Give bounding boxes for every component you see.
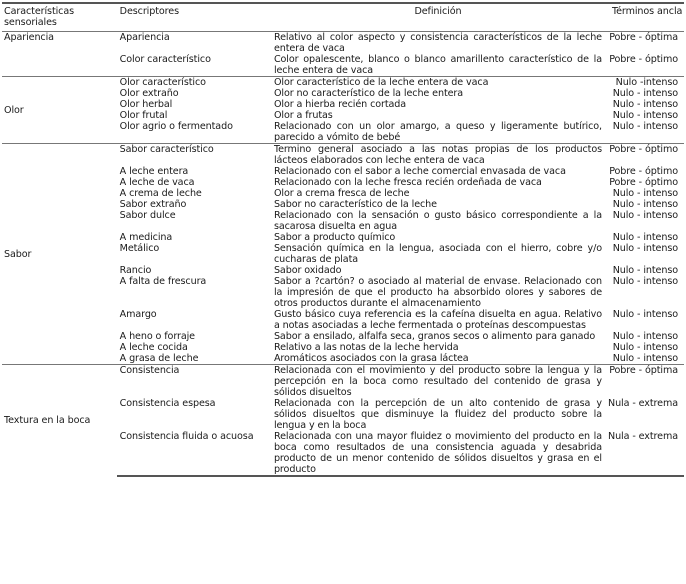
descriptor-cell: Olor característico (117, 77, 274, 89)
header-terminos-ancla: Términos ancla (608, 3, 684, 32)
definition-cell: Relacionada con una mayor fluidez o movimiento del producto en la boca como resultados de una consistencia aguada y desabrida producto de un menor contenido de sólidos disueltos y grasa en el producto (274, 431, 608, 476)
definition-cell: Sabor a ?cartón? o asociado al material de envase. Relacionado con la impresión de que el producto ha absorbido olores y sabores de otros productos durante el almacenamiento (273, 276, 602, 309)
descriptor-cell: Sabor dulce (119, 210, 176, 221)
sensory-characteristic-cell: Apariencia (4, 32, 54, 43)
definition-cell: Relacionada con la percepción de un alto contenido de grasa y sólidos disueltos que disminuye la fluidez del producto sobre la lengua y en la boca (273, 398, 602, 431)
descriptor-cell: Consistencia fluida o acuosa (117, 431, 274, 476)
sensory-characteristic-cell: Olor (2, 77, 117, 144)
descriptor-cell: A heno o forraje (119, 331, 195, 342)
descriptor-cell: A leche entera (119, 166, 189, 177)
definition-cell: Relacionado con un olor amargo, a queso y ligeramente butírico, parecido a vómito de bebé (273, 121, 602, 143)
definition-cell: Relacionado con la leche fresca recién ordeñada de vaca (273, 177, 542, 188)
descriptor-cell: Consistencia espesa (119, 398, 216, 409)
anchor-terms-cell: Nula - extrema (608, 398, 678, 409)
header-definicion: Definición (274, 3, 608, 32)
definition-cell: Olor característico de la leche entera de vaca (274, 77, 608, 89)
header-descriptores: Descriptores (117, 3, 274, 32)
anchor-terms-cell: Nulo - intenso (612, 342, 678, 353)
anchor-terms-cell: Pobre - óptima (609, 32, 678, 43)
definition-cell: Aromáticos asociados con la grasa láctea (273, 353, 469, 364)
definition-cell: Relacionado con el sabor a leche comercial envasada de vaca (273, 166, 566, 177)
descriptor-cell: A leche de vaca (119, 177, 195, 188)
descriptor-cell: Olor herbal (119, 99, 173, 110)
sensory-descriptors-table (2, 2, 684, 477)
anchor-terms-cell: Pobre - óptimo (609, 177, 678, 188)
descriptor-cell: Olor extraño (119, 88, 179, 99)
descriptor-cell: Olor frutal (119, 110, 168, 121)
descriptor-cell: A crema de leche (119, 188, 202, 199)
definition-cell: Relativo a las notas de la leche hervida (273, 342, 459, 353)
definition-cell: Sabor oxidado (273, 265, 342, 276)
definition-cell: Sensación química en la lengua, asociada con el hierro, cobre y/o cucharas de plata (273, 243, 602, 265)
definition-cell: Olor a crema fresca de leche (273, 188, 410, 199)
definition-cell: Gusto básico cuya referencia es la cafeína disuelta en agua. Relativo a notas asociadas a leche fermentada o proteínas descompuestas (273, 309, 602, 331)
table-row (2, 77, 684, 89)
anchor-terms-cell: Pobre - óptimo (608, 144, 684, 167)
definition-cell: Color opalescente, blanco o blanco amarillento característico de la leche entera de vaca (273, 54, 602, 76)
sensory-characteristic-cell: Textura en la boca (2, 365, 117, 477)
header-caracteristicas: Características sensoriales (2, 3, 117, 32)
descriptor-cell: A leche cocida (119, 342, 188, 353)
descriptor-cell: Sabor extraño (119, 199, 187, 210)
anchor-terms-cell: Nulo - intenso (612, 276, 678, 287)
table-row (2, 365, 684, 399)
table-body (2, 32, 684, 477)
definition-cell: Olor a frutas (273, 110, 333, 121)
table-row (2, 144, 684, 167)
anchor-terms-cell: Nulo - intenso (612, 199, 678, 210)
definition-cell: Sabor a ensilado, alfalfa seca, granos secos o alimento para ganado (273, 331, 596, 342)
anchor-terms-cell: Pobre - óptimo (609, 54, 678, 65)
anchor-terms-cell: Nulo - intenso (612, 121, 678, 132)
anchor-terms-cell: Nulo - intenso (612, 210, 678, 221)
descriptor-cell: Sabor característico (117, 144, 274, 167)
anchor-terms-cell: Nulo - intenso (612, 99, 678, 110)
anchor-terms-cell: Nulo - intenso (612, 331, 678, 342)
anchor-terms-cell: Nulo - intenso (612, 353, 678, 364)
definition-cell: Relacionado con la sensación o gusto básico correspondiente a la sacarosa disuelta en agua (273, 210, 602, 232)
anchor-terms-cell: Nulo -intenso (608, 77, 684, 89)
definition-cell: Sabor no característico de la leche (273, 199, 437, 210)
descriptor-cell: Rancio (119, 265, 152, 276)
anchor-terms-cell: Nula - extrema (608, 431, 684, 476)
definition-cell: Sabor a producto químico (273, 232, 396, 243)
anchor-terms-cell: Nulo - intenso (612, 243, 678, 254)
descriptor-cell: Apariencia (119, 32, 170, 43)
anchor-terms-cell: Nulo - intenso (612, 188, 678, 199)
definition-cell: Relacionada con el movimiento y del producto sobre la lengua y la percepción en la boca como resultado del contenido de grasa y sólidos disueltos (274, 365, 608, 399)
definition-cell: Olor a hierba recién cortada (273, 99, 407, 110)
anchor-terms-cell: Nulo - intenso (612, 88, 678, 99)
definition-cell: Termino general asociado a las notas propias de los productos lácteos elaborados con leche entera de vaca (274, 144, 608, 167)
descriptor-cell: Olor agrio o fermentado (119, 121, 233, 132)
anchor-terms-cell: Nulo - intenso (612, 232, 678, 243)
table-row (2, 32, 684, 55)
anchor-terms-cell: Nulo - intenso (612, 265, 678, 276)
anchor-terms-cell: Pobre - óptima (608, 365, 684, 399)
definition-cell: Relativo al color aspecto y consistencia característicos de la leche entera de vaca (273, 32, 602, 54)
descriptor-cell: Metálico (119, 243, 160, 254)
anchor-terms-cell: Nulo - intenso (612, 110, 678, 121)
sensory-characteristic-cell: Sabor (2, 144, 117, 365)
descriptor-cell: A grasa de leche (119, 353, 199, 364)
descriptor-cell: Amargo (119, 309, 157, 320)
anchor-terms-cell: Pobre - óptimo (609, 166, 678, 177)
descriptor-cell: A falta de frescura (119, 276, 207, 287)
descriptor-cell: Consistencia (117, 365, 274, 399)
anchor-terms-cell: Nulo - intenso (612, 309, 678, 320)
descriptor-cell: Color característico (119, 54, 211, 65)
header-row (2, 3, 684, 32)
definition-cell: Olor no característico de la leche entera (273, 88, 464, 99)
descriptor-cell: A medicina (119, 232, 173, 243)
table-header (2, 3, 684, 32)
